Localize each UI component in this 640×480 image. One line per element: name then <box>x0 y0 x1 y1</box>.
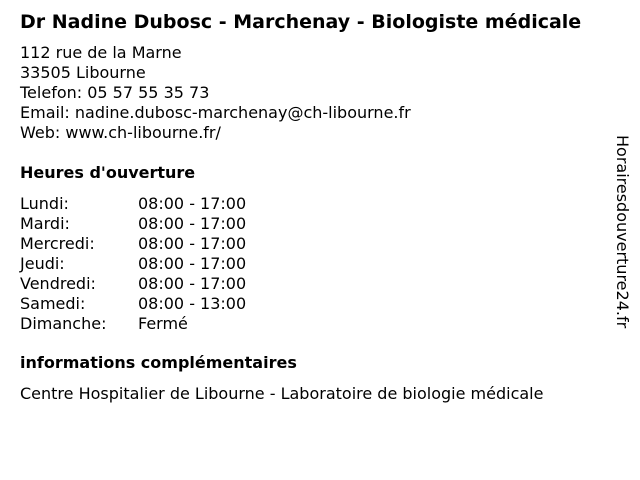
email-text: Email: nadine.dubosc-marchenay@ch-libourne.fr <box>20 103 411 122</box>
page-title: Dr Nadine Dubosc - Marchenay - Biologiste médicale <box>20 11 582 33</box>
day-label: Samedi: <box>20 294 86 313</box>
additional-info-text: Centre Hospitalier de Libourne - Laboratoire de biologie médicale <box>20 384 544 403</box>
time-value: 08:00 - 17:00 <box>138 274 247 293</box>
day-label: Mercredi: <box>20 234 95 253</box>
time-value: 08:00 - 13:00 <box>138 294 247 313</box>
day-label: Lundi: <box>20 194 69 213</box>
opening-hours-table <box>20 194 246 334</box>
time-value: 08:00 - 17:00 <box>138 194 247 213</box>
time-value: 08:00 - 17:00 <box>138 254 247 273</box>
day-label: Vendredi: <box>20 274 96 293</box>
day-label: Mardi: <box>20 214 70 233</box>
hours-row-wednesday <box>20 234 246 254</box>
time-value: 08:00 - 17:00 <box>138 214 247 233</box>
site-watermark: Horairesdouverture24.fr <box>613 135 632 329</box>
day-label: Dimanche: <box>20 314 107 333</box>
hours-row-saturday <box>20 294 246 314</box>
address-street: 112 rue de la Marne <box>20 43 182 62</box>
additional-info-heading: informations complémentaires <box>20 353 297 372</box>
address-city: 33505 Libourne <box>20 63 146 82</box>
hours-row-tuesday <box>20 214 246 234</box>
hours-row-sunday <box>20 314 246 334</box>
time-value: 08:00 - 17:00 <box>138 234 247 253</box>
time-value: Fermé <box>138 314 188 333</box>
phone-text: Telefon: 05 57 55 35 73 <box>20 83 210 102</box>
hours-row-thursday <box>20 254 246 274</box>
web-text: Web: www.ch-libourne.fr/ <box>20 123 221 142</box>
hours-row-monday <box>20 194 246 214</box>
hours-row-friday <box>20 274 246 294</box>
contact-block <box>20 43 411 143</box>
opening-hours-heading: Heures d'ouverture <box>20 163 196 182</box>
day-label: Jeudi: <box>20 254 65 273</box>
